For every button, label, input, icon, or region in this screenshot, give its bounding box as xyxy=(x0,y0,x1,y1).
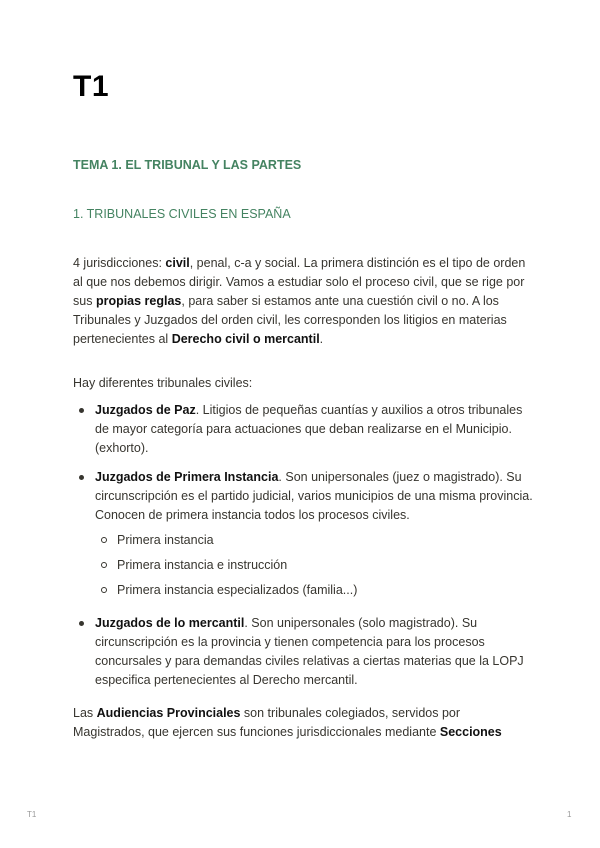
section-heading: TEMA 1. EL TRIBUNAL Y LAS PARTES xyxy=(73,158,302,172)
bold-run: civil xyxy=(165,256,190,270)
text-run: , para saber si estamos ante una cuestión civil o no. A los Tribunales y Juzgados del orden civil, les corresponden los litigios en materias pertenecientes al xyxy=(73,294,507,346)
text-run: , penal, c-a y social. La primera distinción es el tipo de orden al que nos debemos dirigir. Vamos a estudiar solo el proceso civil, que se rige por sus xyxy=(73,256,526,308)
text-run: . Son unipersonales (juez o magistrado). Su circunscripción es el partido judicial, varios municipios de una misma provincia. Conocen de primera instancia todos los procesos civiles. xyxy=(95,470,533,522)
tribunal-list xyxy=(73,401,533,690)
audiencias-paragraph xyxy=(73,704,533,742)
bold-run: Juzgados de lo mercantil xyxy=(95,616,245,630)
bold-run: Juzgados de Primera Instancia xyxy=(95,470,279,484)
bold-run: Derecho civil o mercantil xyxy=(171,332,320,346)
bold-run: Audiencias Provinciales xyxy=(96,706,241,720)
text-run: . Son unipersonales (solo magistrado). Su circunscripción es la provincia y tienen competencia para los procesos concursales y para demandas civiles relativas a ciertas materias que la LOPJ especifica pertenecientes al Derecho mercantil. xyxy=(95,616,524,687)
sub-list xyxy=(95,531,533,606)
text-run: Las xyxy=(73,706,97,720)
sub-list-item: Primera instancia e instrucción xyxy=(95,556,533,581)
text-run: . xyxy=(319,332,324,346)
page-number: 1 xyxy=(567,810,572,819)
list-item xyxy=(73,401,533,458)
text-run: . Litigios de pequeñas cuantías y auxilios a otros tribunales de mayor categoría para actuaciones que deban realizarse en el Municipio. (exhorto). xyxy=(95,403,523,455)
intro-paragraph xyxy=(73,254,533,349)
bold-run: Secciones xyxy=(439,725,502,739)
list-item xyxy=(73,614,533,690)
list-intro-paragraph: Hay diferentes tribunales civiles: xyxy=(73,376,253,390)
bold-run: propias reglas xyxy=(95,294,182,308)
bold-run: Juzgados de Paz xyxy=(95,403,196,417)
page-title: T1 xyxy=(73,70,110,103)
sub-list-item: Primera instancia xyxy=(95,531,533,556)
text-run: 4 jurisdicciones: xyxy=(73,256,166,270)
footer-title: T1 xyxy=(27,810,37,819)
sub-list-item: Primera instancia especializados (familia...) xyxy=(95,581,533,606)
subsection-heading: 1. TRIBUNALES CIVILES EN ESPAÑA xyxy=(73,207,291,221)
list-item xyxy=(73,468,533,606)
text-run: son tribunales colegiados, servidos por Magistrados, que ejercen sus funciones jurisdiccionales mediante xyxy=(73,706,461,739)
